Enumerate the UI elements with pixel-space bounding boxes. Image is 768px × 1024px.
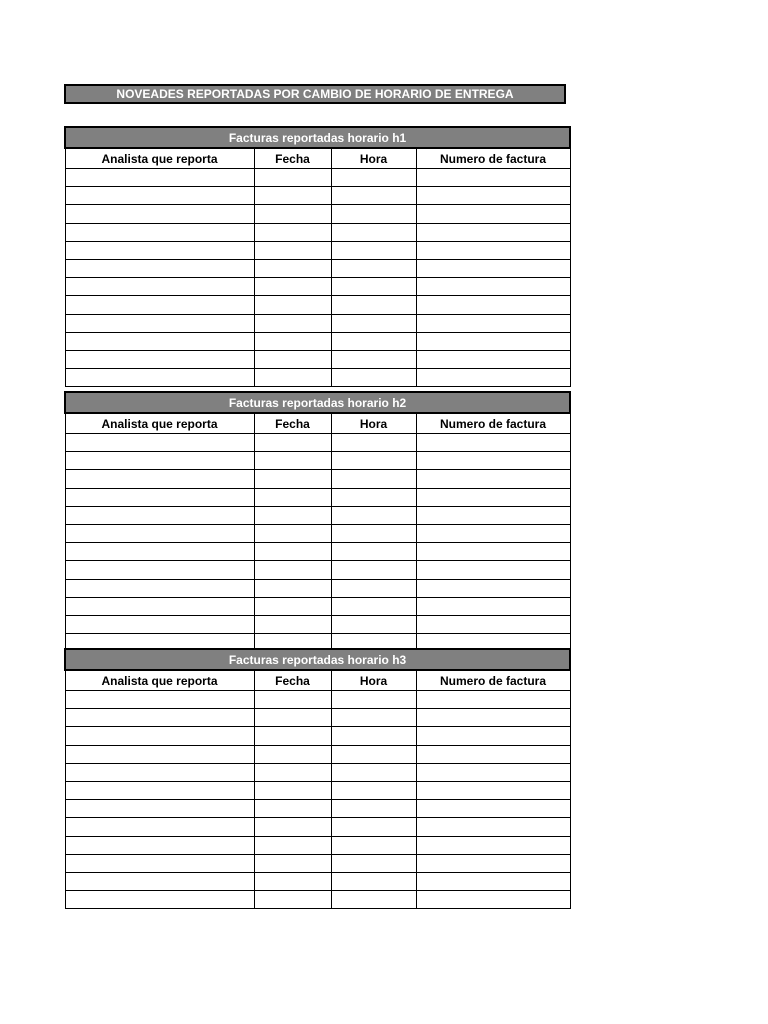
- table-row: [65, 259, 570, 277]
- section-h2: [64, 391, 569, 652]
- column-header-numero-factura: Numero de factura: [416, 148, 570, 169]
- cell-fecha[interactable]: [254, 745, 331, 763]
- cell-hora[interactable]: [331, 597, 416, 615]
- cell-fecha[interactable]: [254, 615, 331, 633]
- cell-hora[interactable]: [331, 369, 416, 387]
- cell-fecha[interactable]: [254, 579, 331, 597]
- cell-hora[interactable]: [331, 506, 416, 524]
- table-h2: [64, 391, 571, 652]
- cell-hora[interactable]: [331, 524, 416, 542]
- cell-fecha[interactable]: [254, 205, 331, 223]
- cell-numero-factura[interactable]: [416, 296, 570, 314]
- cell-fecha[interactable]: [254, 350, 331, 368]
- cell-analista[interactable]: [65, 818, 254, 836]
- cell-analista[interactable]: [65, 615, 254, 633]
- cell-fecha[interactable]: [254, 691, 331, 709]
- table-row: [65, 278, 570, 296]
- cell-hora[interactable]: [331, 223, 416, 241]
- table-row: [65, 434, 570, 452]
- cell-hora[interactable]: [331, 350, 416, 368]
- cell-fecha[interactable]: [254, 727, 331, 745]
- section-h3: [64, 648, 569, 909]
- table-row: [65, 597, 570, 615]
- cell-numero-factura[interactable]: [416, 187, 570, 205]
- table-row: [65, 745, 570, 763]
- cell-numero-factura[interactable]: [416, 241, 570, 259]
- table-row: [65, 314, 570, 332]
- cell-hora[interactable]: [331, 891, 416, 909]
- cell-hora[interactable]: [331, 314, 416, 332]
- column-header-fecha: Fecha: [254, 670, 331, 691]
- cell-numero-factura[interactable]: [416, 488, 570, 506]
- column-header-analista: Analista que reporta: [65, 413, 254, 434]
- cell-hora[interactable]: [331, 241, 416, 259]
- cell-fecha[interactable]: [254, 543, 331, 561]
- cell-fecha[interactable]: [254, 506, 331, 524]
- cell-numero-factura[interactable]: [416, 259, 570, 277]
- cell-numero-factura[interactable]: [416, 872, 570, 890]
- cell-analista[interactable]: [65, 506, 254, 524]
- cell-fecha[interactable]: [254, 709, 331, 727]
- cell-fecha[interactable]: [254, 524, 331, 542]
- cell-analista[interactable]: [65, 488, 254, 506]
- column-header-hora: Hora: [331, 148, 416, 169]
- cell-fecha[interactable]: [254, 223, 331, 241]
- column-header-hora: Hora: [331, 413, 416, 434]
- cell-analista[interactable]: [65, 691, 254, 709]
- table-row: [65, 369, 570, 387]
- table-h3: [64, 648, 571, 909]
- cell-fecha[interactable]: [254, 470, 331, 488]
- cell-numero-factura[interactable]: [416, 314, 570, 332]
- cell-numero-factura[interactable]: [416, 745, 570, 763]
- cell-analista[interactable]: [65, 709, 254, 727]
- cell-numero-factura[interactable]: [416, 691, 570, 709]
- cell-numero-factura[interactable]: [416, 169, 570, 187]
- section-title: Facturas reportadas horario h2: [65, 392, 570, 413]
- cell-analista[interactable]: [65, 597, 254, 615]
- column-header-fecha: Fecha: [254, 413, 331, 434]
- cell-analista[interactable]: [65, 296, 254, 314]
- cell-hora[interactable]: [331, 800, 416, 818]
- table-row: [65, 891, 570, 909]
- cell-hora[interactable]: [331, 259, 416, 277]
- cell-numero-factura[interactable]: [416, 470, 570, 488]
- cell-fecha[interactable]: [254, 187, 331, 205]
- cell-numero-factura[interactable]: [416, 763, 570, 781]
- table-row: [65, 332, 570, 350]
- cell-numero-factura[interactable]: [416, 854, 570, 872]
- cell-analista[interactable]: [65, 727, 254, 745]
- table-row: [65, 470, 570, 488]
- cell-numero-factura[interactable]: [416, 434, 570, 452]
- cell-fecha[interactable]: [254, 872, 331, 890]
- cell-fecha[interactable]: [254, 332, 331, 350]
- cell-numero-factura[interactable]: [416, 543, 570, 561]
- cell-hora[interactable]: [331, 872, 416, 890]
- cell-numero-factura[interactable]: [416, 278, 570, 296]
- table-row: [65, 781, 570, 799]
- cell-analista[interactable]: [65, 434, 254, 452]
- cell-analista[interactable]: [65, 205, 254, 223]
- cell-analista[interactable]: [65, 872, 254, 890]
- cell-analista[interactable]: [65, 524, 254, 542]
- cell-numero-factura[interactable]: [416, 506, 570, 524]
- column-header-numero-factura: Numero de factura: [416, 670, 570, 691]
- cell-numero-factura[interactable]: [416, 597, 570, 615]
- cell-hora[interactable]: [331, 452, 416, 470]
- table-row: [65, 709, 570, 727]
- cell-analista[interactable]: [65, 452, 254, 470]
- column-header-numero-factura: Numero de factura: [416, 413, 570, 434]
- cell-analista[interactable]: [65, 259, 254, 277]
- cell-hora[interactable]: [331, 488, 416, 506]
- cell-fecha[interactable]: [254, 854, 331, 872]
- table-h1: [64, 126, 571, 387]
- cell-fecha[interactable]: [254, 369, 331, 387]
- cell-hora[interactable]: [331, 470, 416, 488]
- cell-analista[interactable]: [65, 543, 254, 561]
- table-row: [65, 187, 570, 205]
- cell-analista[interactable]: [65, 800, 254, 818]
- cell-hora[interactable]: [331, 709, 416, 727]
- cell-analista[interactable]: [65, 169, 254, 187]
- cell-fecha[interactable]: [254, 296, 331, 314]
- cell-hora[interactable]: [331, 205, 416, 223]
- cell-numero-factura[interactable]: [416, 615, 570, 633]
- cell-numero-factura[interactable]: [416, 205, 570, 223]
- table-row: [65, 727, 570, 745]
- cell-fecha[interactable]: [254, 763, 331, 781]
- cell-fecha[interactable]: [254, 818, 331, 836]
- cell-hora[interactable]: [331, 579, 416, 597]
- cell-analista[interactable]: [65, 241, 254, 259]
- cell-hora[interactable]: [331, 615, 416, 633]
- table-row: [65, 169, 570, 187]
- cell-fecha[interactable]: [254, 259, 331, 277]
- table-row: [65, 452, 570, 470]
- cell-numero-factura[interactable]: [416, 818, 570, 836]
- cell-numero-factura[interactable]: [416, 350, 570, 368]
- table-row: [65, 223, 570, 241]
- cell-fecha[interactable]: [254, 488, 331, 506]
- cell-hora[interactable]: [331, 278, 416, 296]
- cell-analista[interactable]: [65, 781, 254, 799]
- cell-analista[interactable]: [65, 369, 254, 387]
- cell-analista[interactable]: [65, 314, 254, 332]
- cell-analista[interactable]: [65, 745, 254, 763]
- cell-fecha[interactable]: [254, 452, 331, 470]
- cell-fecha[interactable]: [254, 434, 331, 452]
- cell-hora[interactable]: [331, 727, 416, 745]
- cell-hora[interactable]: [331, 836, 416, 854]
- cell-hora[interactable]: [331, 691, 416, 709]
- cell-hora[interactable]: [331, 187, 416, 205]
- column-header-fecha: Fecha: [254, 148, 331, 169]
- cell-fecha[interactable]: [254, 169, 331, 187]
- cell-fecha[interactable]: [254, 836, 331, 854]
- table-row: [65, 872, 570, 890]
- cell-numero-factura[interactable]: [416, 223, 570, 241]
- table-row: [65, 615, 570, 633]
- cell-fecha[interactable]: [254, 314, 331, 332]
- table-row: [65, 524, 570, 542]
- cell-numero-factura[interactable]: [416, 800, 570, 818]
- cell-numero-factura[interactable]: [416, 369, 570, 387]
- cell-numero-factura[interactable]: [416, 579, 570, 597]
- table-row: [65, 763, 570, 781]
- cell-hora[interactable]: [331, 543, 416, 561]
- column-header-analista: Analista que reporta: [65, 670, 254, 691]
- cell-numero-factura[interactable]: [416, 561, 570, 579]
- section-title: Facturas reportadas horario h1: [65, 127, 570, 148]
- cell-analista[interactable]: [65, 332, 254, 350]
- cell-hora[interactable]: [331, 169, 416, 187]
- cell-fecha[interactable]: [254, 561, 331, 579]
- cell-fecha[interactable]: [254, 597, 331, 615]
- cell-hora[interactable]: [331, 854, 416, 872]
- page-title: NOVEADES REPORTADAS POR CAMBIO DE HORARIO DE ENTREGA: [64, 84, 566, 104]
- cell-hora[interactable]: [331, 296, 416, 314]
- cell-numero-factura[interactable]: [416, 727, 570, 745]
- table-row: [65, 854, 570, 872]
- cell-numero-factura[interactable]: [416, 891, 570, 909]
- cell-fecha[interactable]: [254, 891, 331, 909]
- cell-numero-factura[interactable]: [416, 709, 570, 727]
- table-row: [65, 836, 570, 854]
- table-row: [65, 691, 570, 709]
- cell-analista[interactable]: [65, 579, 254, 597]
- cell-fecha[interactable]: [254, 278, 331, 296]
- column-header-hora: Hora: [331, 670, 416, 691]
- cell-analista[interactable]: [65, 278, 254, 296]
- cell-analista[interactable]: [65, 836, 254, 854]
- cell-numero-factura[interactable]: [416, 452, 570, 470]
- cell-analista[interactable]: [65, 561, 254, 579]
- table-row: [65, 800, 570, 818]
- cell-analista[interactable]: [65, 187, 254, 205]
- section-h1: [64, 126, 569, 387]
- cell-analista[interactable]: [65, 891, 254, 909]
- cell-numero-factura[interactable]: [416, 836, 570, 854]
- table-row: [65, 543, 570, 561]
- cell-hora[interactable]: [331, 781, 416, 799]
- cell-fecha[interactable]: [254, 800, 331, 818]
- cell-analista[interactable]: [65, 470, 254, 488]
- section-title: Facturas reportadas horario h3: [65, 649, 570, 670]
- table-row: [65, 561, 570, 579]
- table-row: [65, 506, 570, 524]
- cell-analista[interactable]: [65, 854, 254, 872]
- cell-numero-factura[interactable]: [416, 524, 570, 542]
- table-row: [65, 296, 570, 314]
- cell-hora[interactable]: [331, 561, 416, 579]
- table-row: [65, 488, 570, 506]
- cell-fecha[interactable]: [254, 781, 331, 799]
- cell-fecha[interactable]: [254, 241, 331, 259]
- cell-hora[interactable]: [331, 434, 416, 452]
- cell-analista[interactable]: [65, 350, 254, 368]
- cell-numero-factura[interactable]: [416, 781, 570, 799]
- cell-hora[interactable]: [331, 332, 416, 350]
- cell-numero-factura[interactable]: [416, 332, 570, 350]
- cell-hora[interactable]: [331, 818, 416, 836]
- cell-analista[interactable]: [65, 223, 254, 241]
- cell-hora[interactable]: [331, 745, 416, 763]
- table-row: [65, 241, 570, 259]
- table-row: [65, 579, 570, 597]
- cell-analista[interactable]: [65, 763, 254, 781]
- table-row: [65, 350, 570, 368]
- cell-hora[interactable]: [331, 763, 416, 781]
- column-header-analista: Analista que reporta: [65, 148, 254, 169]
- table-row: [65, 818, 570, 836]
- table-row: [65, 205, 570, 223]
